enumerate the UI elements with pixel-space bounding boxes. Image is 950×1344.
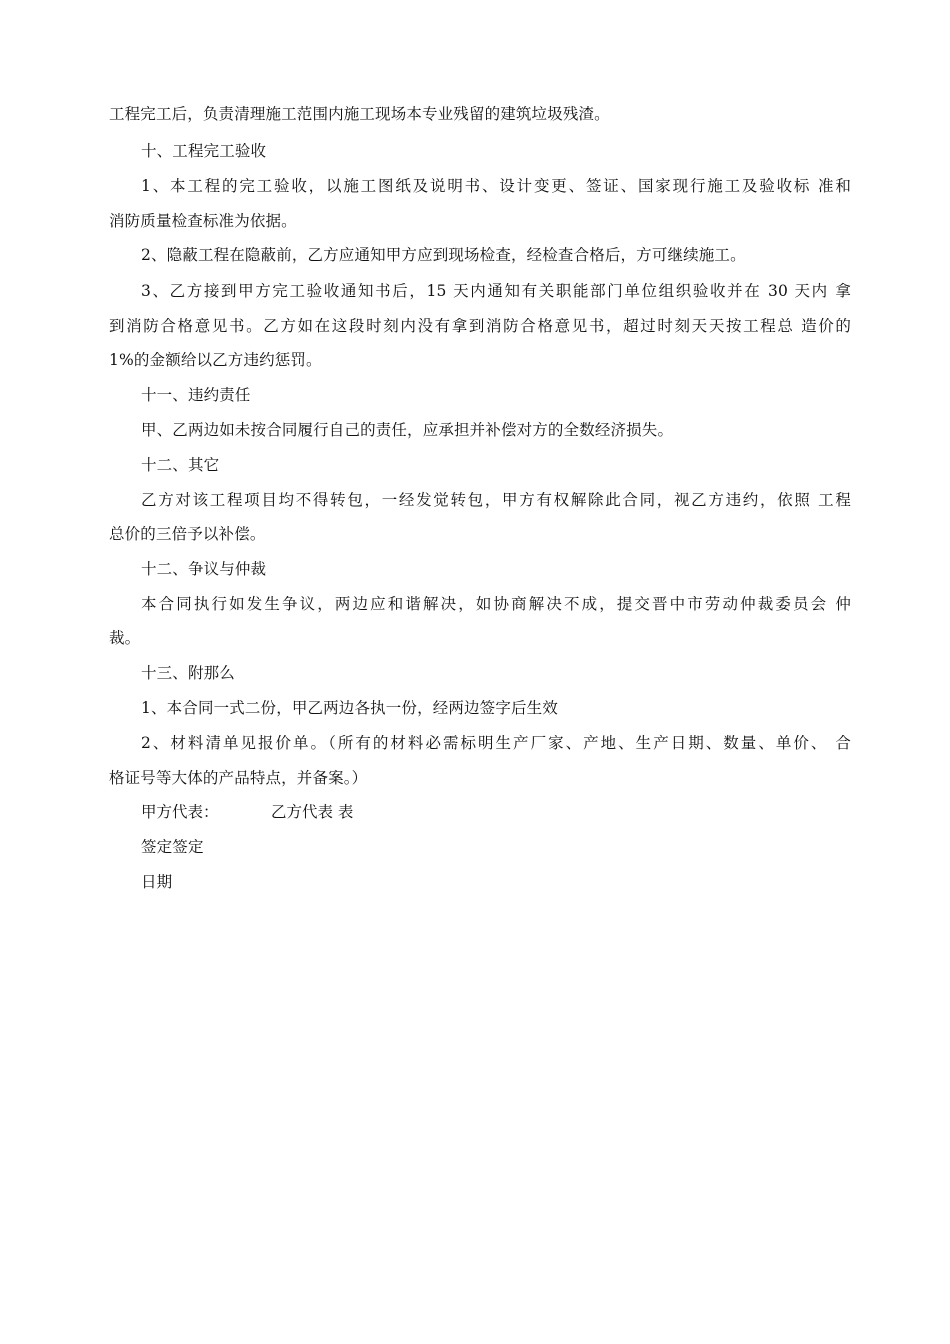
signature-row: [141, 802, 354, 822]
paragraph-line: 消防质量检查标准为依据。: [109, 212, 297, 230]
paragraph-line: 工程完工后，负责清理施工范围内施工现场本专业残留的建筑垃圾残渣。: [109, 105, 610, 123]
paragraph-line: 总价的三倍予以补偿。: [109, 525, 266, 543]
section-heading-appendix: 十三、附那么: [141, 664, 235, 682]
paragraph-line: 本合同执行如发生争议，两边应和谐解决，如协商解决不成，提交晋中市劳动仲裁委员会 仲: [141, 595, 851, 613]
paragraph-line: 1、本工程的完工验收，以施工图纸及说明书、设计变更、签证、国家现行施工及验收标 准和: [141, 177, 851, 195]
section-heading-dispute-arbitration: 十二、争议与仲裁: [141, 560, 267, 578]
section-heading-other: 十二、其它: [141, 456, 220, 474]
section-heading-completion-acceptance: 十、工程完工验收: [141, 142, 267, 160]
paragraph-line: 1、本合同一式二份，甲乙两边各执一份，经两边签字后生效: [141, 699, 558, 717]
paragraph-line: 格证号等大体的产品特点，并备案。）: [109, 769, 368, 787]
party-a-representative-label: 甲方代表：: [141, 803, 219, 821]
paragraph-line: 3、乙方接到甲方完工验收通知书后，15 天内通知有关职能部门单位组织验收并在 30 天内 拿: [141, 282, 851, 300]
section-heading-breach-liability: 十一、违约责任: [141, 386, 251, 404]
sign-label: 签定签定: [141, 838, 204, 856]
paragraph-line: 2、材料清单见报价单。（所有的材料必需标明生产厂家、产地、生产日期、数量、单价、 合: [141, 734, 851, 752]
paragraph-line: 甲、乙两边如未按合同履行自己的责任，应承担并补偿对方的全数经济损失。: [141, 421, 674, 439]
paragraph-line: 乙方对该工程项目均不得转包，一经发觉转包，甲方有权解除此合同，视乙方违约，依照 工程: [141, 491, 851, 509]
date-label: 日期: [141, 873, 173, 891]
paragraph-line: 2、隐蔽工程在隐蔽前，乙方应通知甲方应到现场检查，经检查合格后，方可继续施工。: [141, 246, 746, 264]
party-b-representative-label: 乙方代表 表: [271, 803, 354, 821]
paragraph-line: 1%的金额给以乙方违约惩罚。: [109, 351, 322, 369]
paragraph-line: 到消防合格意见书。乙方如在这段时刻内没有拿到消防合格意见书，超过时刻天天按工程总 造价的: [109, 317, 851, 335]
paragraph-line: 裁。: [109, 629, 141, 647]
